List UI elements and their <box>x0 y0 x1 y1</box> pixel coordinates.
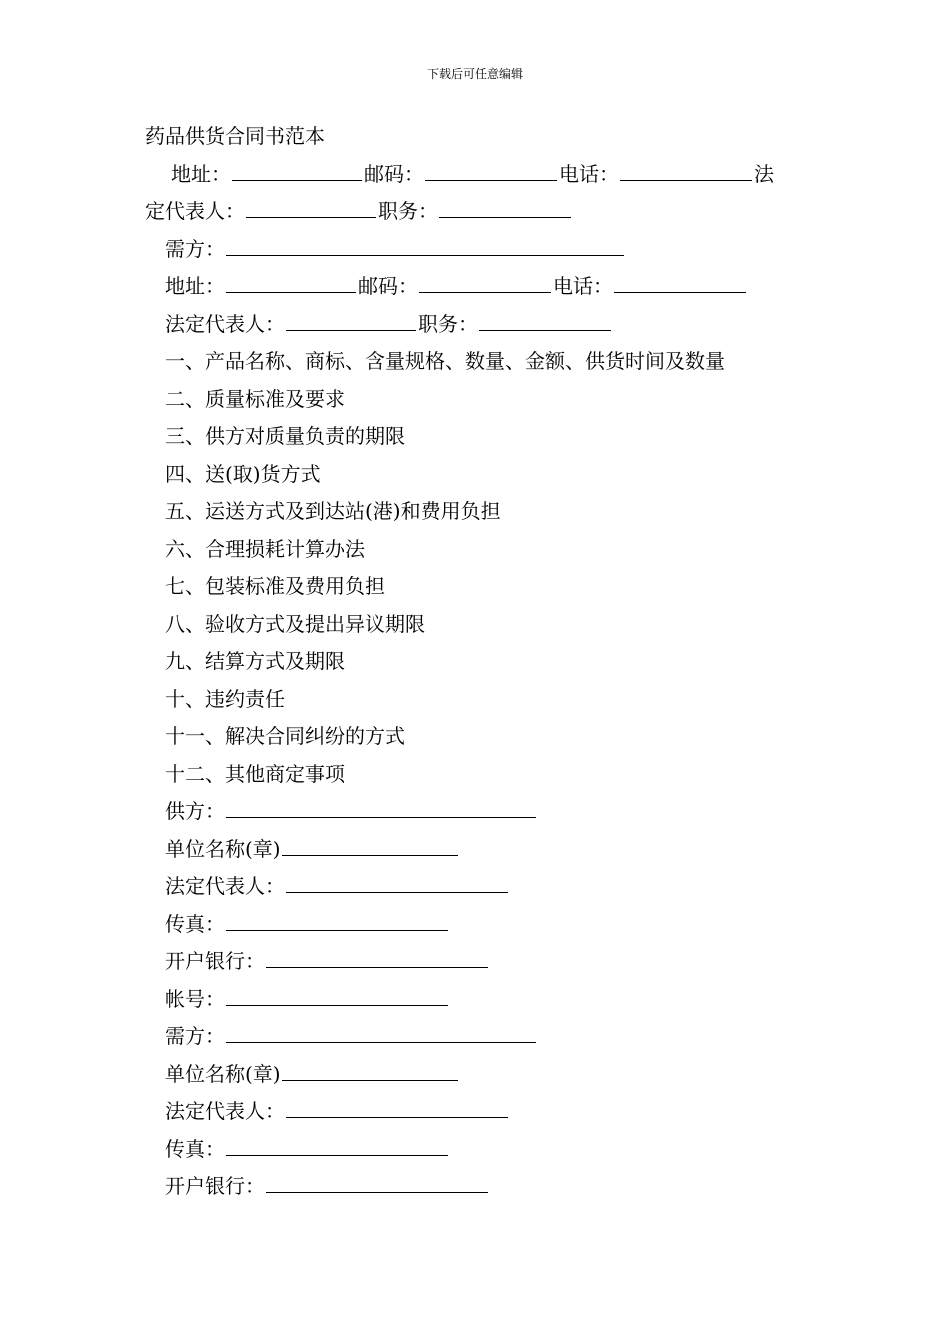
phone-label: 电话： <box>553 274 613 298</box>
document-title: 药品供货合同书范本 <box>145 124 325 148</box>
postcode-label: 邮码： <box>364 161 424 186</box>
clause-8: 八、验收方式及提出异议期限 <box>165 611 425 636</box>
account-blank[interactable] <box>226 981 448 1006</box>
clause-4: 四、送(取)货方式 <box>165 461 321 486</box>
bank-label: 开户银行： <box>165 1174 265 1198</box>
party-blank[interactable] <box>226 793 536 818</box>
legal-prefix: 法 <box>754 161 774 186</box>
legal-rep-label: 定代表人： <box>145 199 245 223</box>
legal-rep-blank[interactable] <box>286 306 416 331</box>
postcode-blank[interactable] <box>419 268 551 293</box>
buyer-blank[interactable] <box>226 231 624 256</box>
buyer-sign-party <box>145 1018 815 1056</box>
supplier-sign-bank <box>145 943 815 981</box>
clause-3: 三、供方对质量负责的期限 <box>165 424 405 448</box>
postcode-blank[interactable] <box>425 156 557 181</box>
unit-blank[interactable] <box>282 1056 458 1081</box>
position-blank[interactable] <box>479 306 611 331</box>
address-label: 地址： <box>165 274 225 298</box>
buyer-label: 需方： <box>165 236 225 261</box>
clause-9: 九、结算方式及期限 <box>165 649 345 673</box>
legal-rep-blank[interactable] <box>286 1093 508 1118</box>
legal-rep-blank[interactable] <box>246 193 376 218</box>
clause-12: 十二、其他商定事项 <box>165 761 345 786</box>
account-label: 帐号： <box>165 986 225 1011</box>
supplier-sign-unit <box>145 831 815 869</box>
buyer-legal-line <box>145 306 815 344</box>
clause-5: 五、运送方式及到达站(港)和费用负担 <box>165 499 501 523</box>
supplier-sign-party <box>145 793 815 831</box>
legal-rep-label: 法定代表人： <box>165 1099 285 1123</box>
fax-blank[interactable] <box>226 906 448 931</box>
legal-rep-label: 法定代表人： <box>165 311 285 336</box>
supplier-contact-line <box>145 156 815 194</box>
buyer-contact-line <box>145 268 815 306</box>
position-label: 职务： <box>418 311 478 336</box>
phone-blank[interactable] <box>614 268 746 293</box>
supplier-legal-line <box>145 193 815 231</box>
fax-blank[interactable] <box>226 1131 448 1156</box>
unit-label: 单位名称(章) <box>165 1061 281 1086</box>
clause-11: 十一、解决合同纠纷的方式 <box>165 724 405 748</box>
buyer-line <box>145 231 815 269</box>
contract-document <box>145 118 815 1206</box>
clause-7: 七、包装标准及费用负担 <box>165 574 385 598</box>
legal-rep-blank[interactable] <box>286 868 508 893</box>
legal-rep-label: 法定代表人： <box>165 874 285 898</box>
buyer-sign-bank <box>145 1168 815 1206</box>
supplier-sign-account <box>145 981 815 1019</box>
phone-blank[interactable] <box>620 156 752 181</box>
clause-10: 十、违约责任 <box>165 686 285 711</box>
address-blank[interactable] <box>232 156 362 181</box>
bank-blank[interactable] <box>266 943 488 968</box>
fax-label: 传真： <box>165 911 225 936</box>
buyer-sign-legal <box>145 1093 815 1131</box>
header-note: 下载后可任意编辑 <box>426 67 523 81</box>
supplier-sign-fax <box>145 906 815 944</box>
unit-label: 单位名称(章) <box>165 836 281 861</box>
party-label: 供方： <box>165 799 225 823</box>
supplier-sign-legal <box>145 868 815 906</box>
bank-blank[interactable] <box>266 1168 488 1193</box>
clause-6: 六、合理损耗计算办法 <box>165 536 365 561</box>
address-blank[interactable] <box>226 268 356 293</box>
position-label: 职务： <box>378 199 438 223</box>
phone-label: 电话： <box>559 161 619 186</box>
clause-2: 二、质量标准及要求 <box>165 386 345 411</box>
party-label: 需方： <box>165 1024 225 1048</box>
position-blank[interactable] <box>439 193 571 218</box>
fax-label: 传真： <box>165 1136 225 1161</box>
buyer-sign-unit <box>145 1056 815 1094</box>
postcode-label: 邮码： <box>358 274 418 298</box>
bank-label: 开户银行： <box>165 949 265 973</box>
buyer-sign-fax <box>145 1131 815 1169</box>
clause-1: 一、产品名称、商标、含量规格、数量、金额、供货时间及数量 <box>165 349 725 373</box>
unit-blank[interactable] <box>282 831 458 856</box>
party-blank[interactable] <box>226 1018 536 1043</box>
address-label: 地址： <box>171 161 231 186</box>
